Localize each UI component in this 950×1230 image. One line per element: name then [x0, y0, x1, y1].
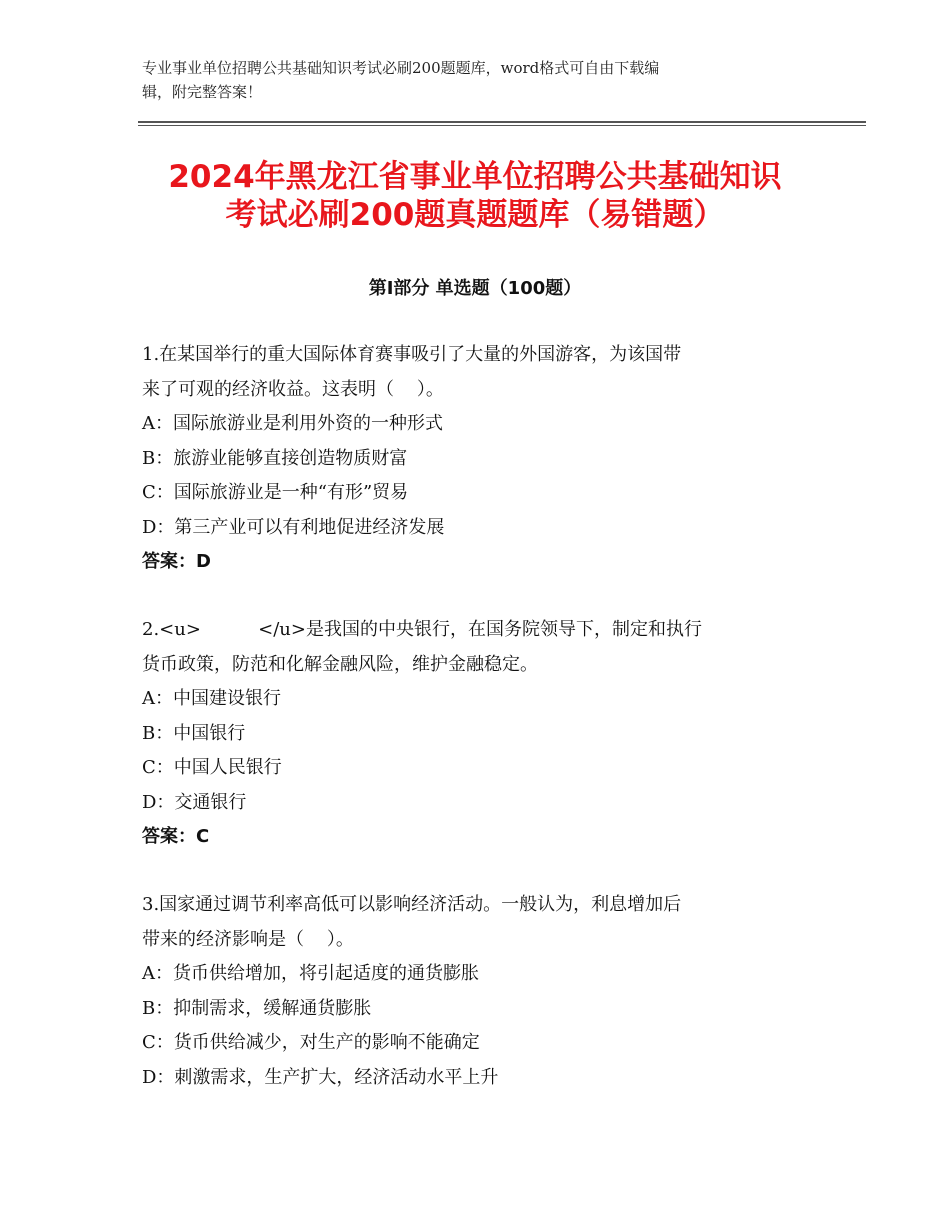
question-stem: 带来的经济影响是（ ）。 [142, 928, 354, 950]
question-3 [142, 888, 822, 1095]
option-d: D：第三产业可以有利地促进经济发展 [142, 516, 445, 538]
option-b: B：抑制需求，缓解通货膨胀 [142, 997, 372, 1019]
option-d: D：交通银行 [142, 791, 247, 813]
question-1 [142, 338, 822, 579]
option-b: B：中国银行 [142, 722, 246, 744]
answer-label: 答案：C [142, 826, 210, 847]
header-note [142, 56, 802, 104]
title-line: 考试必刷200题真题题库（易错题） [225, 197, 725, 233]
question-list [142, 338, 822, 1129]
option-a: A：货币供给增加，将引起适度的通货膨胀 [142, 963, 479, 984]
question-stem: 3.国家通过调节利率高低可以影响经济活动。一般认为，利息增加后 [142, 894, 682, 915]
document-title [100, 158, 850, 234]
header-divider-thin [138, 125, 866, 126]
question-stem: 货币政策，防范和化解金融风险，维护金融稳定。 [142, 653, 538, 675]
option-b: B：旅游业能够直接创造物质财富 [142, 447, 408, 469]
question-stem: 2.<u> </u>是我国的中央银行，在国务院领导下，制定和执行 [142, 619, 702, 640]
header-note-line: 专业事业单位招聘公共基础知识考试必刷200题题库，word格式可自由下载编 [142, 59, 660, 77]
section-heading: 第Ⅰ部分 单选题（100题） [368, 278, 582, 299]
question-stem: 1.在某国举行的重大国际体育赛事吸引了大量的外国游客，为该国带 [142, 344, 682, 365]
question-stem: 来了可观的经济收益。这表明（ ）。 [142, 378, 444, 400]
option-a: A：国际旅游业是利用外资的一种形式 [142, 413, 443, 434]
option-c: C：国际旅游业是一种“有形”贸易 [142, 482, 409, 503]
header-divider [138, 121, 866, 123]
header-note-line: 辑，附完整答案！ [142, 83, 263, 101]
answer-label: 答案：D [142, 551, 211, 572]
question-2 [142, 613, 822, 854]
option-c: C：中国人民银行 [142, 757, 282, 778]
option-d: D：刺激需求，生产扩大，经济活动水平上升 [142, 1066, 499, 1088]
option-c: C：货币供给减少，对生产的影响不能确定 [142, 1032, 480, 1053]
option-a: A：中国建设银行 [142, 688, 281, 709]
title-line: 2024年黑龙江省事业单位招聘公共基础知识 [168, 159, 782, 195]
